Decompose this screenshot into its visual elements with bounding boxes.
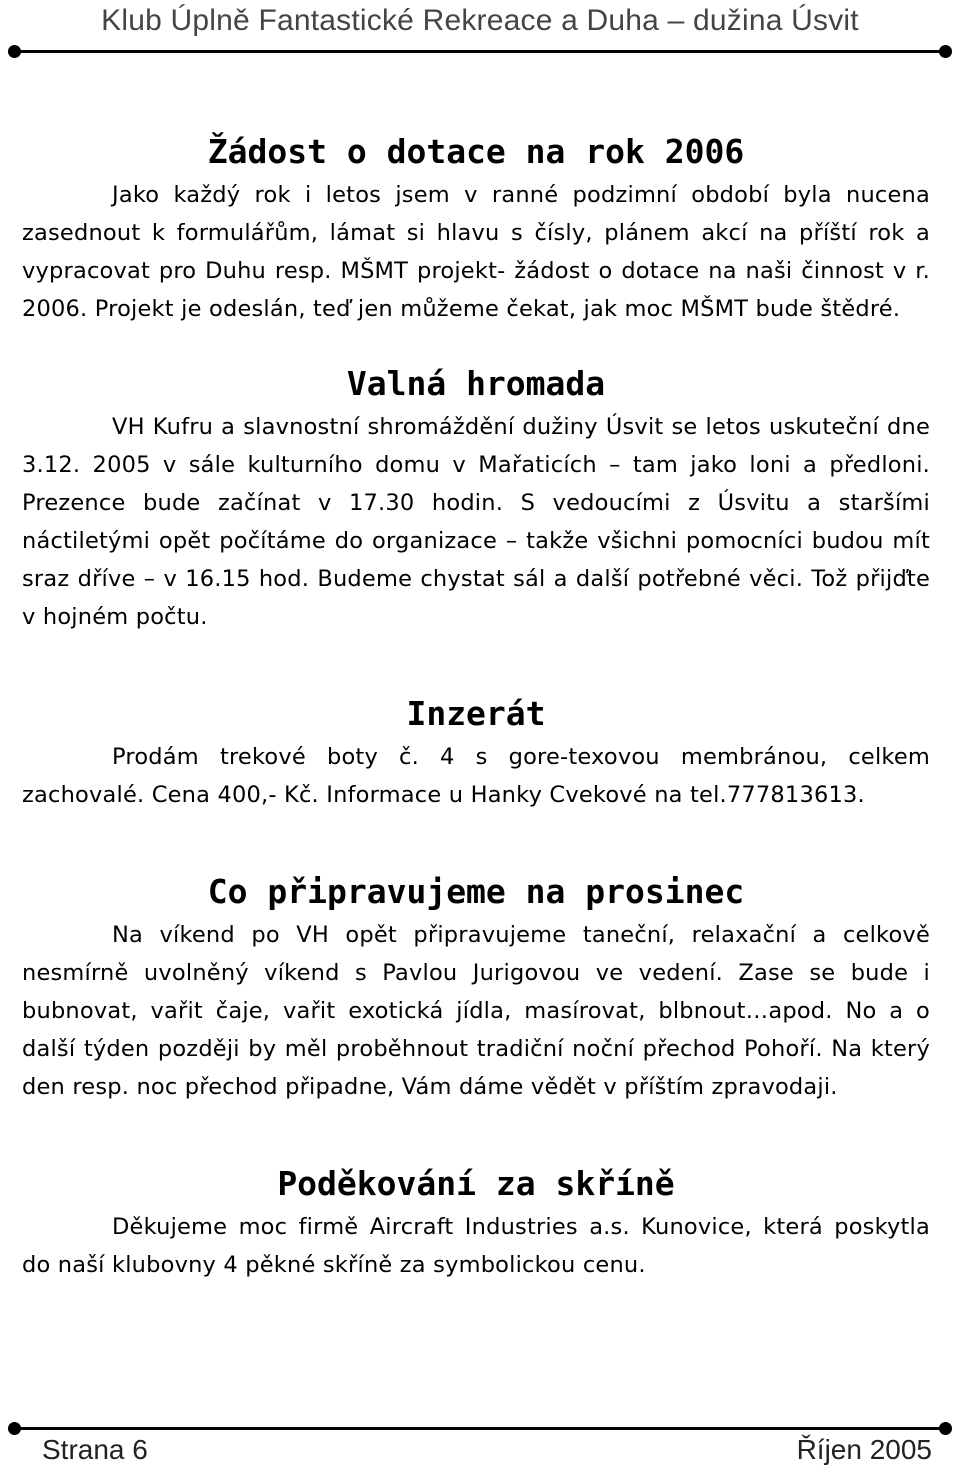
section-thanks <box>22 1160 930 1284</box>
running-header: Klub Úplně Fantastické Rekreace a Duha – dužina Úsvit <box>101 4 859 37</box>
section-general-assembly <box>22 360 930 636</box>
section-text: Na víkend po VH opět připravujeme taneční, relaxační a celkově nesmírně uvolněný víkend s Pavlou Jurigovou ve vedení. Zase se bude i bubnovat, vařit čaje, vařit exotická jídla, masírovat, blbnout…apod. No a o další týden později by měl proběhnout tradiční noční přechod Pohoří. Na který den resp. noc přechod připadne, Vám dáme vědět v příštím zpravodaji. <box>22 922 930 1100</box>
top-divider <box>14 50 946 53</box>
section-text: VH Kufru a slavnostní shromáždění dužiny Úsvit se letos uskuteční dne 3.12. 2005 v sále kulturního domu v Mařaticích – tam jako loni a předloni. Prezence bude začínat v 17.30 hodin. S vedoucími z Úsvitu a staršími náctiletými opět počítáme do organizace – takže všichni pomocníci budou mít sraz dříve – v 16.15 hod. Budeme chystat sál a další potřebné věci. Tož přijďte v hojném počtu. <box>22 414 930 630</box>
article-content <box>22 128 930 1284</box>
page-footer <box>0 1434 960 1470</box>
section-title: Valná hromada <box>346 364 606 403</box>
section-grant-request <box>22 128 930 328</box>
section-title: Co připravujeme na prosinec <box>207 872 745 911</box>
section-text: Jako každý rok i letos jsem v ranné podzimní období byla nucena zasednout k formulářům, lámat si hlavu s čísly, plánem akcí na příští rok a vypracovat pro Duhu resp. MŠMT projekt- žádost o dotace na naši činnost v r. 2006. Projekt je odeslán, teď jen můžeme čekat, jak moc MŠMT bude štědré. <box>22 182 930 322</box>
section-title: Poděkování za skříně <box>277 1164 675 1203</box>
section-advertisement <box>22 690 930 814</box>
section-title: Inzerát <box>406 694 546 733</box>
section-title: Žádost o dotace na rok 2006 <box>207 132 745 171</box>
bottom-divider <box>14 1427 946 1430</box>
issue-date: Říjen 2005 <box>796 1434 932 1465</box>
section-text: Prodám trekové boty č. 4 s gore-texovou membránou, celkem zachovalé. Cena 400,- Kč. Informace u Hanky Cvekové na tel.777813613. <box>22 744 930 808</box>
section-december-plans <box>22 868 930 1106</box>
section-text: Děkujeme moc firmě Aircraft Industries a.s. Kunovice, která poskytla do naší klubovny 4 pěkné skříně za symbolickou cenu. <box>22 1214 930 1278</box>
page-number: Strana 6 <box>42 1434 148 1465</box>
